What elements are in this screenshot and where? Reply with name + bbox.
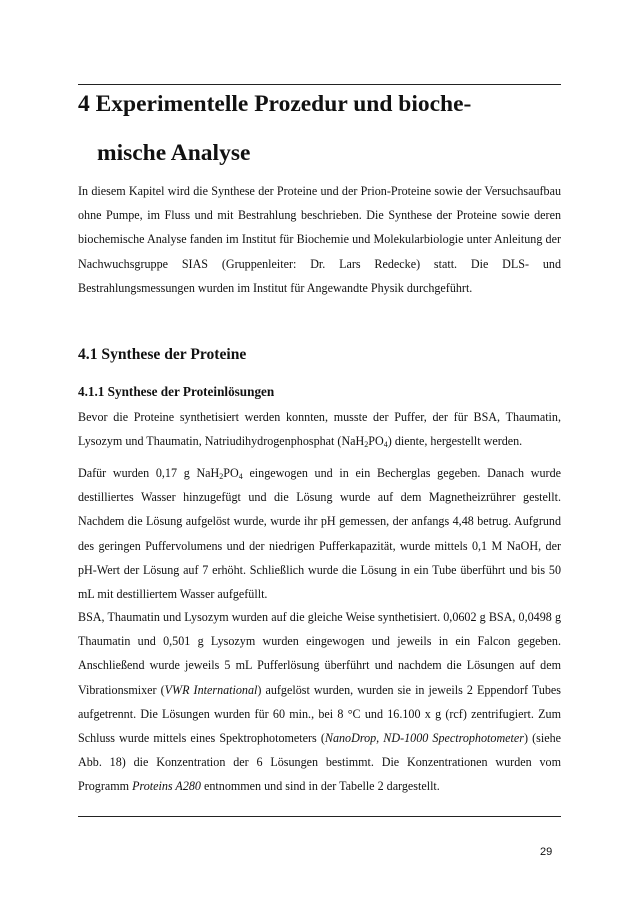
paragraph-text: ) aufgelöst wurden, wurden sie in jeweils 2 Eppendorf Tubes aufgetrennt. Die Lösungen wurden für 60 min., bei 8 °C und 16.100 x g (rcf) zentrifugiert. Zum Schluss wurde mittels eines Spektrophotometers (: [78, 682, 562, 746]
paragraph-text: eingewogen und in ein Becherglas gegeben. Danach wurde destilliertes Wasser hinzugefügt und die Lösung wurde auf dem Magnetheizrührer gestellt. Nachdem die Lösung aufgelöst wurde, wurde ihr pH gemessen, der anfangs 4,48 betrug. Aufgrund des geringen Puffervolumens und der niedrigen Pufferkapazität, wurde mittels 0,1 M NaOH, der pH-Wert der Lösung auf 7 erhöht. Schließlich wurde die Lösung in ein Tube überführt und bis 50 mL mit destilliertem Wasser aufgefüllt.: [78, 466, 561, 602]
paragraph-text: ) (siehe Abb. 18) die Konzentration der 6 Lösungen bestimmt. Die Konzentrationen wurden vom Programm: [78, 731, 561, 794]
formula-subscript: 2: [219, 472, 224, 481]
italic-term: Proteins A280: [132, 779, 201, 794]
formula-part: NaH: [341, 434, 365, 449]
section-title: 4.1 Synthese der Proteine: [78, 346, 247, 363]
chapter-title-line2: mische Analyse: [97, 140, 251, 166]
page-number: 29: [540, 846, 553, 858]
paragraph-proteins: [78, 605, 561, 799]
chapter-title: [78, 90, 568, 167]
italic-term: VWR International: [164, 682, 258, 697]
formula-part: PO: [368, 434, 384, 449]
paragraph-text: Dafür wurden 0,17 g NaH: [78, 466, 220, 480]
formula-subscript: 4: [238, 472, 243, 481]
paragraph-text: entnommen und sind in der Tabelle 2 dargestellt.: [200, 779, 440, 794]
paragraph-buffer-end: ) diente, hergestellt werden.: [387, 434, 523, 449]
top-rule: [78, 84, 561, 85]
formula-subscript: 4: [383, 440, 388, 450]
italic-term: NanoDrop, ND-1000 Spectrophotometer: [324, 731, 524, 746]
formula-subscript: 2: [364, 440, 369, 450]
paragraph-buffer: [78, 405, 561, 453]
paragraph-text: BSA, Thaumatin und Lysozym wurden auf die gleiche Weise synthetisiert. 0,0602 g BSA, 0,0498 g Thaumatin und 0,501 g Lysozym wurden eingewogen und jeweils in ein Falcon gegeben. Anschließend wurde jeweils 5 mL Pufferlösung überführt und nachdem die Lösungen auf dem Vibrationsmixer (: [78, 610, 561, 697]
paragraph-text: PO: [223, 466, 239, 480]
paragraph-preparation: [78, 461, 561, 606]
chapter-title-line1: 4 Experimentelle Prozedur und bioche-: [78, 91, 472, 117]
bottom-rule: [78, 816, 561, 817]
subsection-title: 4.1.1 Synthese der Proteinlösungen: [78, 384, 275, 399]
paragraph-buffer-text: Bevor die Proteine synthetisiert werden konnten, musste der Puffer, der für BSA, Thaumatin, Lysozym und Thaumatin, Natriudihydrogenphosphat (: [78, 410, 561, 449]
intro-paragraph: In diesem Kapitel wird die Synthese der Proteine und der Prion-Proteine sowie der Versuchsaufbau ohne Pumpe, im Fluss und mit Bestrahlung beschrieben. Die Synthese der Proteine sowie deren biochemische Analyse fanden im Institut für Biochemie und Molekularbiologie unter Anleitung der Nachwuchsgruppe SIAS (Gruppenleiter: Dr. Lars Redecke) statt. Die DLS- und Bestrahlungsmessungen wurden im Institut für Angewandte Physik durchgeführt.: [78, 184, 561, 295]
